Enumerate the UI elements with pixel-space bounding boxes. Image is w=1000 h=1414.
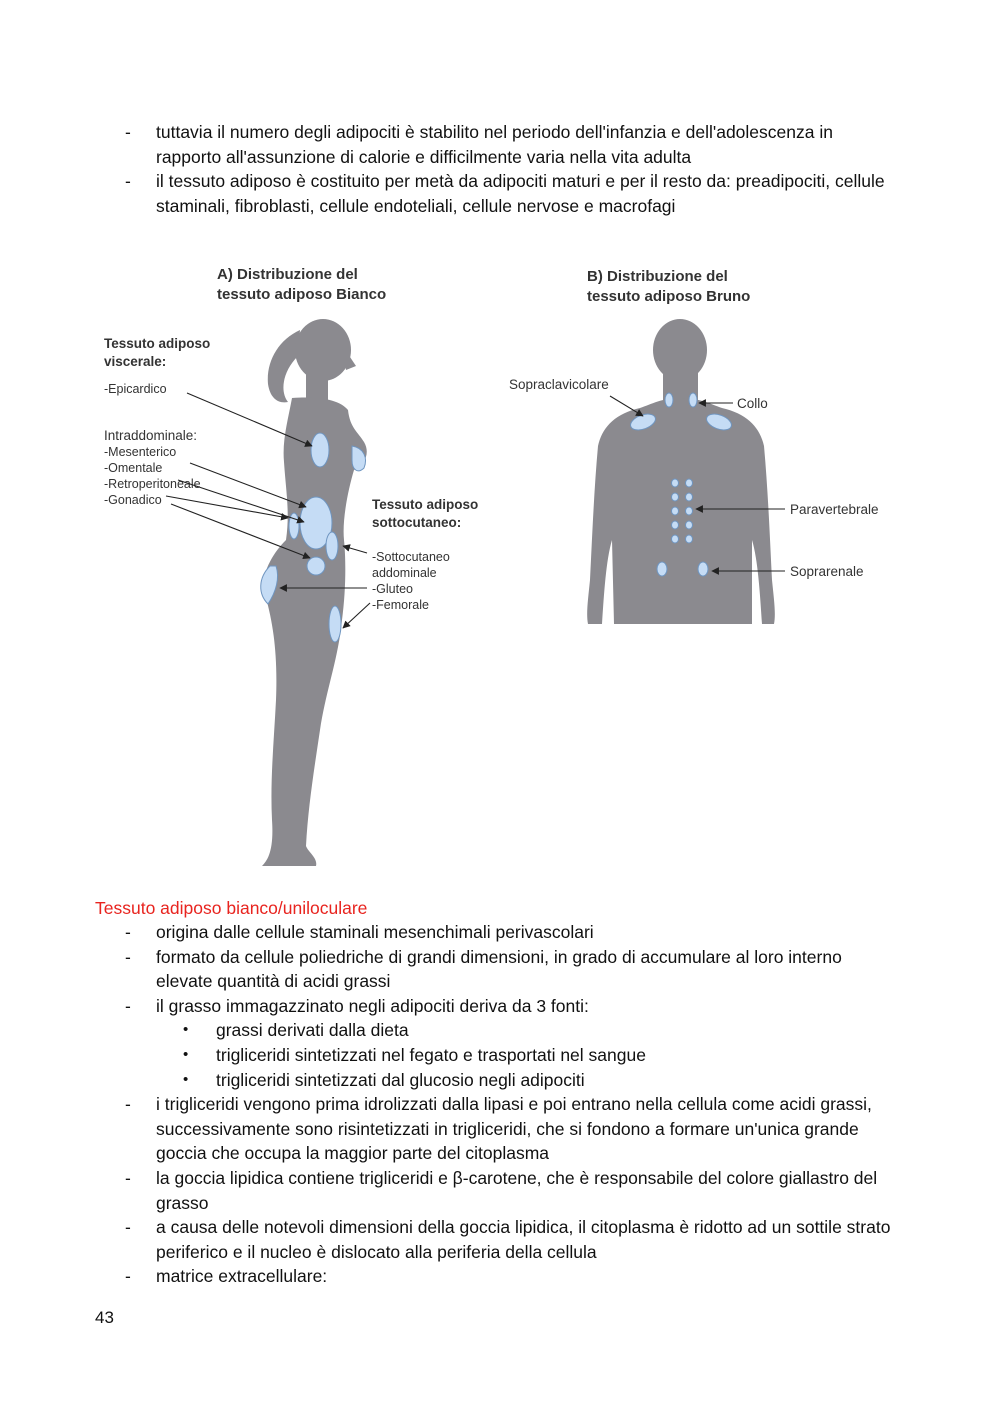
label-mesenterico: -Mesenterico [104,445,177,459]
label-femorale: -Femorale [372,598,429,612]
sub-list-item-text: trigliceridi sintetizzati nel fegato e trasportati nel sangue [216,1044,646,1065]
list-item [0,1215,896,1264]
list-item [0,945,896,994]
list-item [0,1092,896,1166]
label-gluteo: -Gluteo [372,582,413,596]
list-item [0,920,896,945]
sub-list-item [0,1068,896,1093]
panel-b-title-2: tessuto adiposo Bruno [587,288,751,305]
dash-marker: - [125,1217,131,1238]
top-list [0,120,896,218]
sub-list-item [0,1018,896,1043]
list-item-text: origina dalle cellule staminali mesenchimali perivascolari [156,922,594,942]
label-retroperitoneale: -Retroperitoneale [104,477,201,491]
section-title: Tessuto adiposo bianco/uniloculare [95,898,368,918]
female-silhouette [262,319,367,866]
label-sottocutaneo-2: addominale [372,566,437,580]
page-number: 43 [95,1308,114,1327]
label-paravertebrale: Paravertebrale [790,502,879,517]
panel-b [509,268,879,624]
list-item [0,169,896,218]
panel-b-title-1: B) Distribuzione del [587,268,728,285]
list-item [0,994,896,1019]
dash-marker: - [125,171,131,192]
adipose-distribution-figure [0,250,1000,880]
sub-list-item-text: trigliceridi sintetizzati dal glucosio negli adipociti [216,1069,585,1090]
list-item-text: formato da cellule poliedriche di grandi dimensioni, in grado di accumulare al loro interno elevate quantità di acidi grassi [156,946,842,992]
sottocutaneo-title-1: Tessuto adiposo [372,497,479,512]
back-silhouette [587,319,775,624]
list-item-text: matrice extracellulare: [156,1266,328,1287]
label-epicardico: -Epicardico [104,382,167,396]
visceral-title-1: Tessuto adiposo [104,336,211,351]
visceral-title-2: viscerale: [104,354,167,369]
dash-marker: - [125,1094,131,1115]
dash-marker: - [125,122,131,142]
sub-list-item [0,1043,896,1068]
label-soprarenale: Soprarenale [790,564,864,579]
list-item-text: i trigliceridi vengono prima idrolizzati dalla lipasi e poi entrano nella cellula come acidi grassi, successivamente sono risintetizzati in trigliceridi, che si fondono a formare un'unica grande goccia che occupa la maggior parte del citoplasma [156,1094,872,1164]
label-omentale: -Omentale [104,461,163,475]
label-intraddominale: Intraddominale: [104,428,198,443]
list-item-text: il grasso immagazzinato negli adipociti deriva da 3 fonti: [156,995,589,1016]
panel-a-title-2: tessuto adiposo Bianco [217,286,387,303]
bullet-marker: • [183,1070,189,1088]
dash-marker: - [125,1167,131,1188]
list-item-text: il tessuto adiposo è costituito per metà da adipociti maturi e per il resto da: preadipociti, cellule staminali, fibroblasti, cellule endoteliali, cellule nervose e macrofagi [156,171,885,216]
dash-marker: - [125,922,131,942]
label-gonadico: -Gonadico [104,493,162,507]
dash-marker: - [125,995,131,1016]
list-item-text: a causa delle notevoli dimensioni della goccia lipidica, il citoplasma è ridotto ad un sottile strato periferico e il nucleo è dislocato alla periferia della cellula [156,1217,891,1262]
dash-marker: - [125,1266,131,1287]
dash-marker: - [125,946,131,967]
panel-a [104,266,478,866]
list-item-text: tuttavia il numero degli adipociti è stabilito nel periodo dell'infanzia e dell'adolescenza in rapporto all'assunzione di calorie e difficilmente varia nella vita adulta [156,122,833,167]
sub-list-item-text: grassi derivati dalla dieta [216,1020,409,1041]
bullet-marker: • [183,1021,189,1039]
label-collo: Collo [737,396,768,411]
list-item [0,1166,896,1215]
list-item [0,1264,896,1289]
list-item [0,120,896,169]
main-list [0,920,896,1289]
label-sottocutaneo-1: -Sottocutaneo [372,550,450,564]
list-item-text: la goccia lipidica contiene trigliceridi e β-carotene, che è responsabile del colore giallastro del grasso [156,1167,878,1213]
bullet-marker: • [183,1045,189,1063]
label-sopraclavicolare: Sopraclavicolare [509,377,609,392]
panel-a-title-1: A) Distribuzione del [217,266,358,283]
sottocutaneo-title-2: sottocutaneo: [372,515,462,530]
